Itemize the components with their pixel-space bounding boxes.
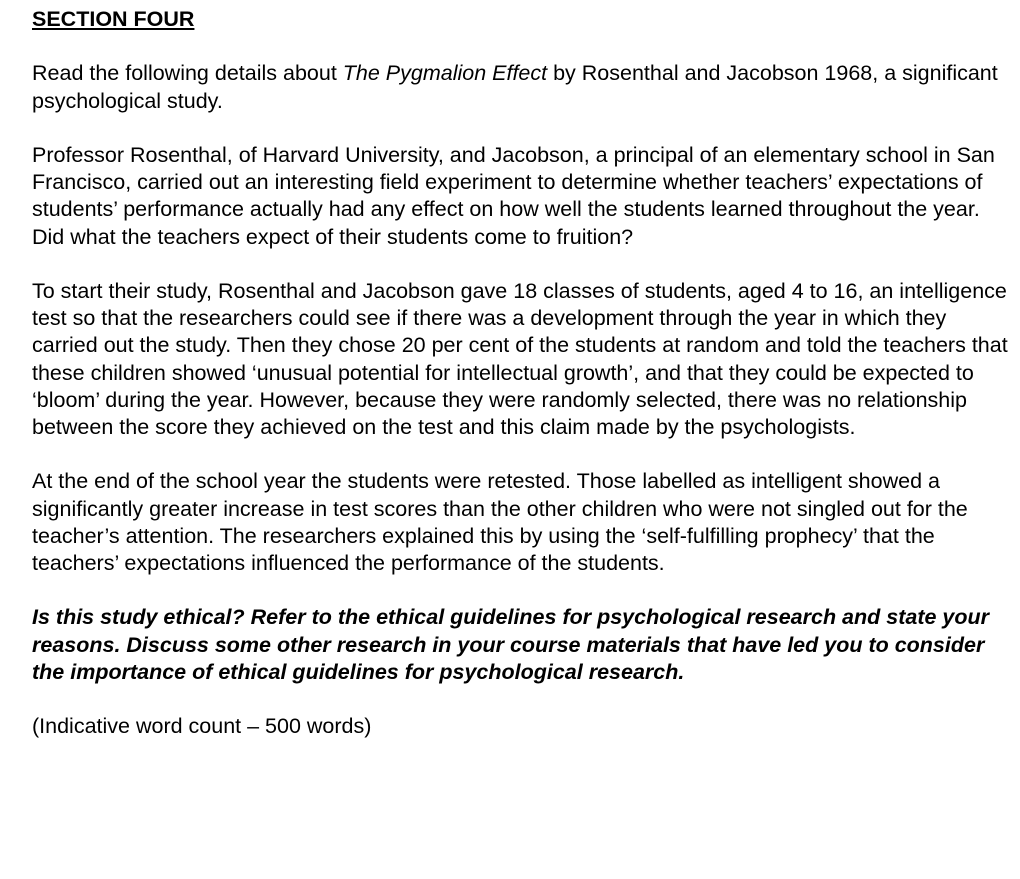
- document-body: [32, 6, 1012, 768]
- essay-question: Is this study ethical? Refer to the ethical guidelines for psychological research and state your reasons. Discuss some other research in your course materials that have led you to consider the importance of ethical guidelines for psychological research.: [32, 605, 990, 684]
- intro-text-after: by Rosenthal and Jacobson 1968, a significant psychological study.: [32, 61, 998, 113]
- paragraph-method: To start their study, Rosenthal and Jacobson gave 18 classes of students, aged 4 to 16, an intelligence test so that the researchers could see if there was a development through the year in which they carried out the study. Then they chose 20 per cent of the students at random and told the teachers that these children showed ‘unusual potential for intellectual growth’, and that they could be expected to ‘bloom’ during the year. However, because they were randomly selected, there was no relationship between the score they achieved on the test and this claim made by the psychologists.: [32, 278, 1008, 439]
- intro-paragraph: [32, 60, 1012, 114]
- paragraph-results: At the end of the school year the students were retested. Those labelled as intelligent showed a significantly greater increase in test scores than the other children who were not singled out for the teacher’s attention. The researchers explained this by using the ‘self-fulfilling prophecy’ that the teachers’ expectations influenced the performance of the students.: [32, 469, 968, 575]
- study-title: The Pygmalion Effect: [342, 61, 548, 86]
- section-title: SECTION FOUR: [32, 7, 195, 31]
- word-count-note: (Indicative word count – 500 words): [32, 714, 372, 739]
- paragraph-study-aim: Professor Rosenthal, of Harvard University, and Jacobson, a principal of an elementary school in San Francisco, carried out an interesting field experiment to determine whether teachers’ expectations of students’ performance actually had any effect on how well the students learned throughout the year. Did what the teachers expect of their students come to fruition?: [32, 142, 995, 249]
- intro-text-before: Read the following details about: [32, 61, 343, 86]
